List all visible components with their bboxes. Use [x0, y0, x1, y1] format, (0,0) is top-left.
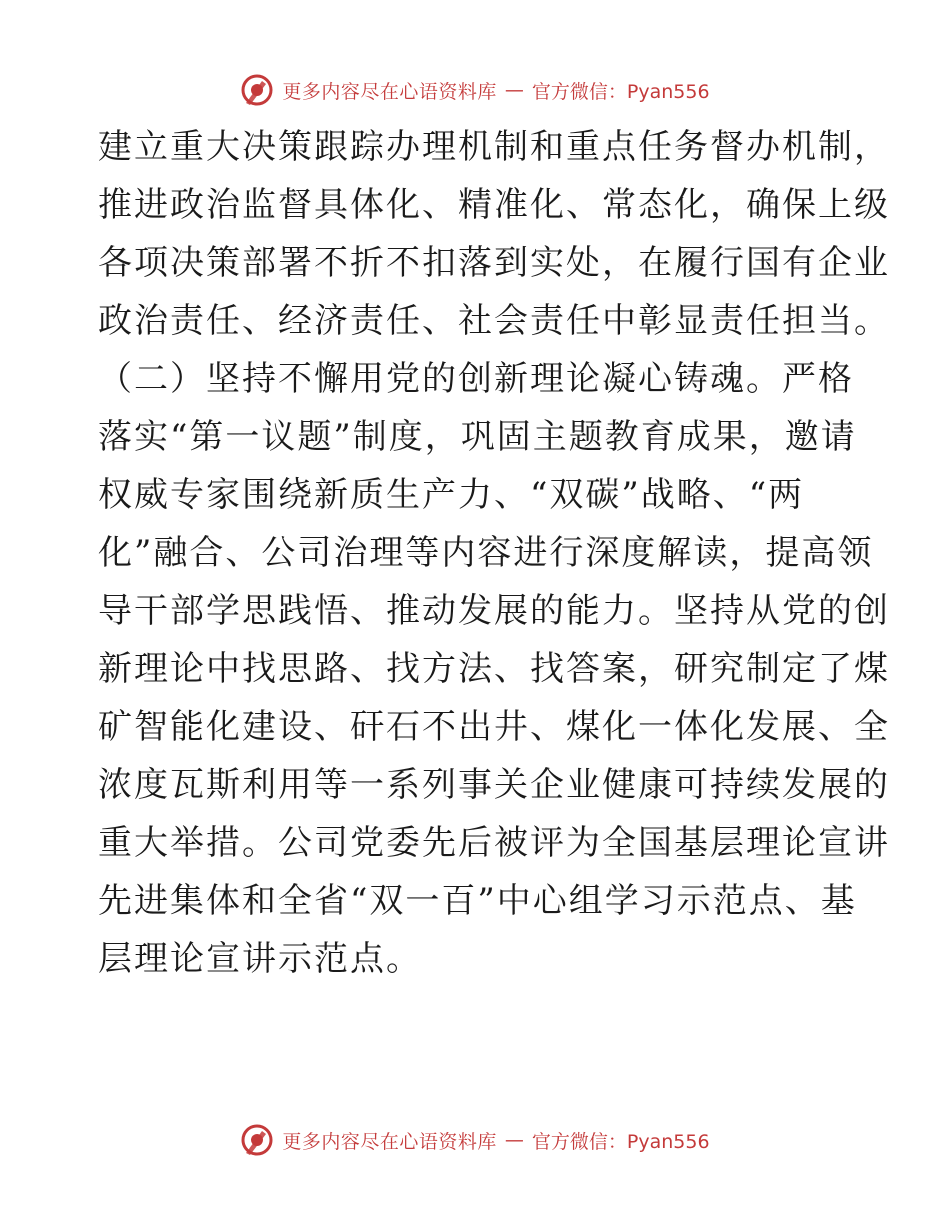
footer-watermark: [0, 1120, 950, 1160]
text-line: 先进集体和全省“双一百”中心组学习示范点、基: [98, 881, 857, 921]
text-line: 层理论宣讲示范点。: [98, 939, 422, 979]
watermark-text: 更多内容尽在心语资料库: [282, 1130, 497, 1153]
text-line: 矿智能化建设、矸石不出井、煤化一体化发展、全: [98, 707, 890, 747]
text-line: 导干部学思践悟、推动发展的能力。坚持从党的创: [98, 591, 890, 631]
text-line: 推进政治监督具体化、精准化、常态化，确保上级: [98, 185, 890, 225]
watermark-separator: —: [504, 1129, 524, 1151]
watermark-separator: —: [504, 79, 524, 101]
watermark-wechat: 官方微信：Pyan556: [531, 80, 710, 103]
header-watermark: [0, 70, 950, 110]
pen-logo-icon: [240, 1123, 274, 1157]
text-line: 浓度瓦斯利用等一系列事关企业健康可持续发展的: [98, 765, 890, 805]
text-line: 化”融合、公司治理等内容进行深度解读，提高领: [98, 533, 874, 573]
text-line: 建立重大决策跟踪办理机制和重点任务督办机制，: [98, 127, 890, 167]
text-line: 各项决策部署不折不扣落到实处，在履行国有企业: [98, 243, 890, 283]
text-line: 政治责任、经济责任、社会责任中彰显责任担当。: [98, 301, 890, 341]
watermark-text: 更多内容尽在心语资料库: [282, 80, 497, 103]
text-line: 重大举措。公司党委先后被评为全国基层理论宣讲: [98, 823, 890, 863]
text-line: 落实“第一议题”制度，巩固主题教育成果，邀请: [98, 417, 857, 457]
document-body: [98, 118, 890, 988]
watermark-wechat: 官方微信：Pyan556: [531, 1130, 710, 1153]
text-line: 新理论中找思路、找方法、找答案，研究制定了煤: [98, 649, 890, 689]
pen-logo-icon: [240, 73, 274, 107]
section-heading-line: （二）坚持不懈用党的创新理论凝心铸魂。严格: [98, 359, 854, 399]
text-line: 权威专家围绕新质生产力、“双碳”战略、“两: [98, 475, 805, 515]
